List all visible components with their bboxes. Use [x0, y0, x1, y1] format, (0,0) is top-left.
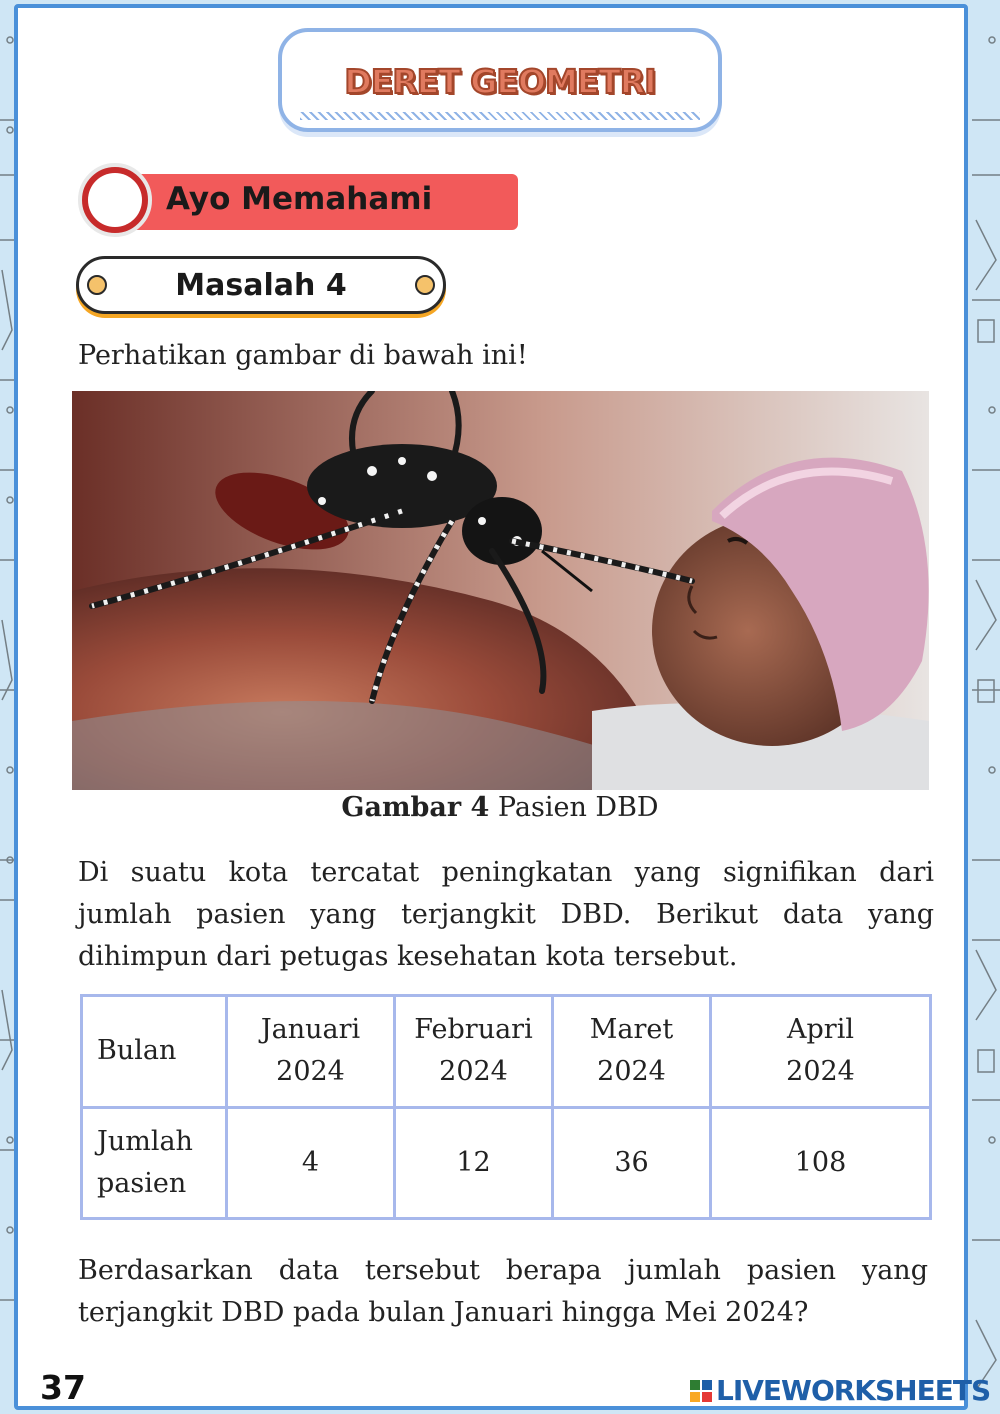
brand-text: LIVEWORKSHEETS [716, 1374, 991, 1407]
question-paragraph: Berdasarkan data tersebut berapa jumlah pasien yang terjangkit DBD pada bulan Januari hingga Mei 2024? [78, 1255, 928, 1328]
caption-text: Pasien DBD [489, 792, 659, 823]
table-cell-patients: 36 [553, 1107, 711, 1219]
month-year: 2024 [786, 1056, 855, 1088]
month-name: April [787, 1014, 854, 1046]
context-paragraph: Di suatu kota tercatat peningkatan yang signifikan dari jumlah pasien yang terjangkit DBD. Berikut data yang dihimpun dari petugas kesehatan kota tersebut. [78, 857, 934, 972]
table-cell-patients: 12 [395, 1107, 553, 1219]
table-row-patients [82, 1107, 931, 1219]
row-label-line2: pasien [97, 1167, 187, 1199]
table-cell-month [395, 996, 553, 1108]
table-cell-month [227, 996, 395, 1108]
month-name: Januari [260, 1014, 361, 1046]
title-banner [278, 28, 722, 132]
title-hatch-decoration [300, 112, 700, 120]
patient-data-table [80, 994, 932, 1220]
page-number: 37 [40, 1368, 86, 1407]
table-cell-month [711, 996, 931, 1108]
intro-text: Perhatikan gambar di bawah ini! [78, 340, 528, 371]
table-cell-patients: 4 [227, 1107, 395, 1219]
liveworksheets-logo-icon [690, 1380, 712, 1402]
section-label: Ayo Memahami [166, 181, 433, 217]
caption-figure-number: Gambar 4 [341, 792, 490, 823]
table-cell-month [553, 996, 711, 1108]
table-header-patients [82, 1107, 227, 1219]
month-name: Maret [589, 1014, 674, 1046]
liveworksheets-brand[interactable] [690, 1374, 990, 1407]
page-title: DERET GEOMETRI [344, 62, 656, 101]
section-circle-icon [78, 163, 152, 237]
problem-badge [76, 256, 446, 314]
month-year: 2024 [276, 1056, 345, 1088]
table-cell-patients: 108 [711, 1107, 931, 1219]
table-header-month: Bulan [82, 996, 227, 1108]
month-year: 2024 [597, 1056, 666, 1088]
problem-label: Masalah 4 [175, 268, 347, 303]
table-row-months [82, 996, 931, 1108]
month-name: Februari [414, 1014, 533, 1046]
dbd-patient-photo [72, 391, 929, 790]
month-year: 2024 [439, 1056, 508, 1088]
figure-caption [0, 792, 1000, 823]
row-label-line1: Jumlah [97, 1125, 193, 1157]
